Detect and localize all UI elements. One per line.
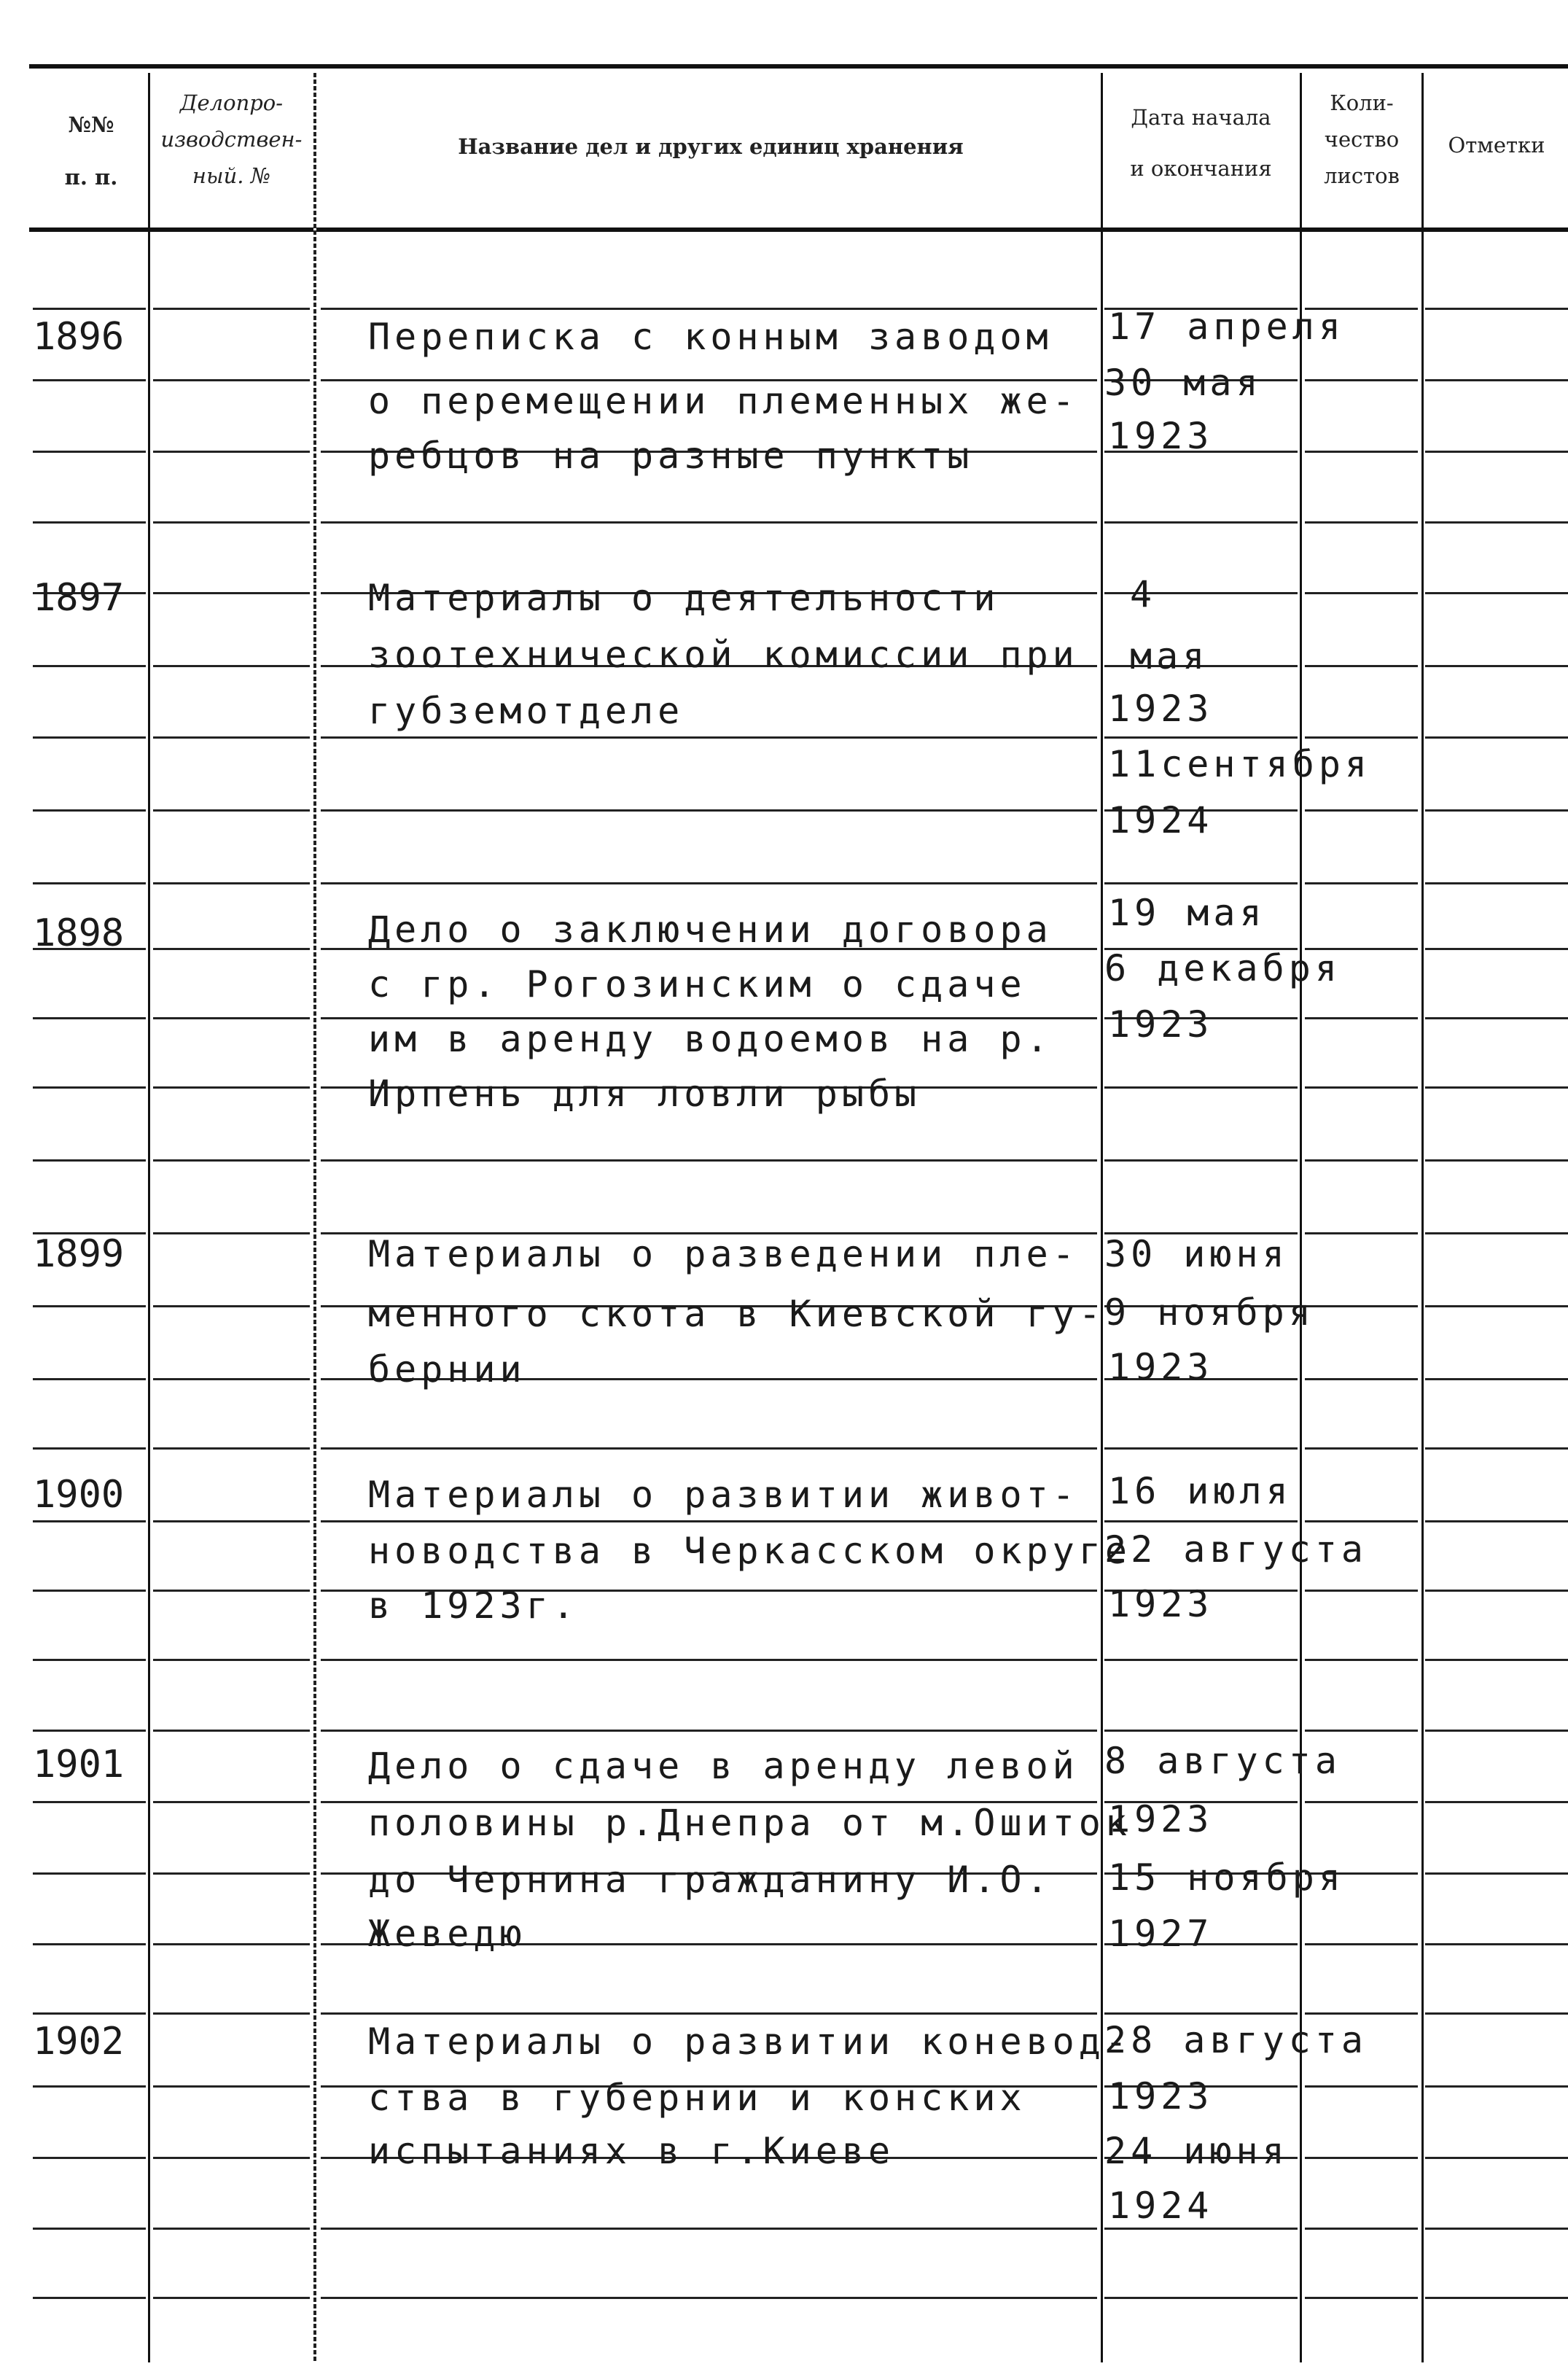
ruled-line — [1104, 1730, 1298, 1732]
row-number: 1902 — [33, 2020, 125, 2063]
column-divider-5 — [1421, 73, 1424, 2362]
ruled-line — [1425, 379, 1568, 381]
ruled-line — [153, 379, 310, 381]
row-title-line: с гр. Рогозинским о сдаче — [368, 963, 1026, 1005]
ruled-line — [1305, 736, 1418, 739]
ruled-line — [1425, 1872, 1568, 1875]
ruled-line — [33, 379, 146, 381]
ruled-line — [153, 809, 310, 812]
ruled-line — [1425, 2085, 1568, 2088]
row-title-line: новодства в Черкасском округе — [368, 1530, 1131, 1572]
ruled-line — [1425, 1590, 1568, 1592]
ruled-line — [33, 2157, 146, 2159]
ruled-line — [1104, 1520, 1298, 1522]
row-date-line: 30 июня — [1104, 1233, 1289, 1275]
row-number: 1898 — [33, 911, 125, 955]
ruled-line — [153, 1305, 310, 1307]
row-date-line: 1924 — [1108, 799, 1214, 841]
ruled-line — [153, 592, 310, 594]
ruled-line — [1425, 308, 1568, 310]
header-sheet-count: Коли- чество листов — [1324, 90, 1400, 188]
row-date-line: 1927 — [1108, 1913, 1214, 1955]
ruled-line — [1425, 2228, 1568, 2230]
row-title-line: губземотделе — [368, 690, 684, 732]
header-bottom-border — [29, 227, 1568, 232]
ruled-line — [33, 809, 146, 812]
row-date-line: 4 — [1130, 573, 1157, 615]
column-divider-2 — [313, 73, 316, 2362]
ruled-line — [33, 451, 146, 453]
ruled-line — [321, 1447, 1097, 1450]
row-date-line: 1923 — [1108, 2075, 1214, 2117]
row-date-line: 1923 — [1108, 1346, 1214, 1388]
ruled-line — [321, 521, 1097, 524]
ruled-line — [153, 1159, 310, 1162]
ruled-line — [321, 2012, 1097, 2015]
ruled-line — [1305, 1659, 1418, 1661]
ruled-line — [33, 2297, 146, 2299]
ruled-line — [153, 308, 310, 310]
row-date-line: 8 августа — [1104, 1740, 1341, 1782]
row-date-line: 1923 — [1108, 415, 1214, 457]
ruled-line — [1305, 882, 1418, 884]
ruled-line — [33, 1086, 146, 1089]
ruled-line — [1305, 379, 1418, 381]
ruled-line — [1425, 1378, 1568, 1380]
ruled-line — [33, 308, 146, 310]
ruled-line — [1305, 1159, 1418, 1162]
ruled-line — [1305, 1730, 1418, 1732]
row-number: 1900 — [33, 1473, 125, 1517]
ruled-line — [1305, 1086, 1418, 1089]
ruled-line — [321, 809, 1097, 812]
row-title-line: Ирпень для ловли рыбы — [368, 1073, 921, 1115]
ruled-line — [153, 1232, 310, 1234]
ruled-line — [1425, 2012, 1568, 2015]
ruled-line — [33, 665, 146, 667]
ruled-line — [153, 1590, 310, 1592]
row-title-line: бернии — [368, 1348, 526, 1390]
ruled-line — [1425, 1943, 1568, 1945]
ruled-line — [153, 2157, 310, 2159]
ruled-line — [153, 2012, 310, 2015]
ruled-line — [1425, 736, 1568, 739]
header-notes: Отметки — [1448, 133, 1545, 157]
ruled-line — [1305, 1590, 1418, 1592]
row-date-line: 1924 — [1108, 2185, 1214, 2227]
ruled-line — [33, 1305, 146, 1307]
row-date-line: 24 июня — [1104, 2130, 1289, 2172]
ruled-line — [1305, 665, 1418, 667]
row-number: 1896 — [33, 315, 125, 359]
ruled-line — [1305, 2297, 1418, 2299]
ruled-line — [1104, 1447, 1298, 1450]
ruled-line — [153, 1730, 310, 1732]
ruled-line — [153, 665, 310, 667]
ruled-line — [33, 1872, 146, 1875]
row-date-line: 1923 — [1108, 688, 1214, 730]
ruled-line — [321, 1730, 1097, 1732]
row-date-line: 1923 — [1108, 1583, 1214, 1625]
ruled-line — [321, 882, 1097, 884]
ruled-line — [1425, 665, 1568, 667]
ruled-line — [153, 1943, 310, 1945]
ruled-line — [153, 2297, 310, 2299]
ruled-line — [33, 1378, 146, 1380]
row-title-line: в 1923г. — [368, 1584, 579, 1627]
column-divider-1 — [148, 73, 150, 2362]
ruled-line — [33, 1159, 146, 1162]
ruled-line — [153, 521, 310, 524]
ruled-line — [153, 1378, 310, 1380]
row-title-line: испытаниях в г.Киеве — [368, 2130, 895, 2172]
ruled-line — [1425, 948, 1568, 950]
column-divider-3 — [1101, 73, 1103, 2362]
ruled-line — [321, 2297, 1097, 2299]
ruled-line — [1104, 736, 1298, 739]
ruled-line — [153, 1086, 310, 1089]
row-date-line: 9 ноября — [1104, 1291, 1315, 1334]
row-title-line: о перемещении племенных же- — [368, 380, 1079, 422]
ruled-line — [1104, 2012, 1298, 2015]
ruled-line — [153, 2228, 310, 2230]
ruled-line — [1104, 2297, 1298, 2299]
header-office-number: Делопро- изводствен- ный. № — [160, 90, 303, 188]
row-date-line: 30 мая — [1104, 362, 1263, 404]
ruled-line — [1104, 882, 1298, 884]
ruled-line — [1305, 1378, 1418, 1380]
ruled-line — [1305, 592, 1418, 594]
row-date-line: 15 ноября — [1108, 1856, 1345, 1899]
row-date-line: 19 мая — [1108, 892, 1266, 934]
ruled-line — [33, 1801, 146, 1803]
ruled-line — [1305, 1943, 1418, 1945]
row-title-line: им в аренду водоемов на р. — [368, 1018, 1053, 1060]
ruled-line — [1425, 1730, 1568, 1732]
row-number: 1897 — [33, 576, 125, 620]
ruled-line — [153, 2085, 310, 2088]
ruled-line — [33, 1943, 146, 1945]
header-number: №№ п. п. — [64, 112, 118, 190]
row-title-line: Материалы о развитии коневод- — [368, 2020, 1131, 2063]
ruled-line — [33, 882, 146, 884]
ruled-line — [33, 1730, 146, 1732]
row-title-line: ства в губернии и конских — [368, 2077, 1026, 2119]
ruled-line — [1305, 1017, 1418, 1019]
ruled-line — [1425, 592, 1568, 594]
ruled-line — [153, 1447, 310, 1450]
ruled-line — [1104, 2228, 1298, 2230]
row-number: 1901 — [33, 1743, 125, 1786]
ruled-line — [153, 948, 310, 950]
ruled-line — [1425, 882, 1568, 884]
header-dates: Дата начала и окончания — [1130, 105, 1272, 181]
ruled-line — [1104, 521, 1298, 524]
ruled-line — [1425, 1305, 1568, 1307]
row-number: 1899 — [33, 1232, 125, 1276]
ruled-line — [321, 736, 1097, 739]
row-date-line: 6 декабря — [1104, 947, 1341, 989]
ruled-line — [1305, 1447, 1418, 1450]
ruled-line — [33, 1590, 146, 1592]
table-top-border — [29, 64, 1568, 69]
ruled-line — [1425, 1017, 1568, 1019]
ruled-line — [33, 1447, 146, 1450]
ruled-line — [1425, 451, 1568, 453]
row-date-line: 17 апреля — [1108, 306, 1345, 348]
header-title: Название дел и других единиц хранения — [458, 134, 964, 159]
ruled-line — [33, 2228, 146, 2230]
ruled-line — [153, 736, 310, 739]
ruled-line — [1305, 2012, 1418, 2015]
row-date-line: 11сентября — [1108, 743, 1372, 785]
row-date-line: 22 августа — [1104, 1528, 1368, 1571]
ruled-line — [1305, 2228, 1418, 2230]
ruled-line — [1425, 521, 1568, 524]
ruled-line — [33, 1520, 146, 1522]
ruled-line — [1425, 1447, 1568, 1450]
row-title-line: Жеведю — [368, 1913, 526, 1955]
ruled-line — [153, 1659, 310, 1661]
row-date-line: 28 августа — [1104, 2019, 1368, 2061]
row-title-line: менного скота в Киевской гу- — [368, 1293, 1105, 1335]
ruled-line — [33, 2012, 146, 2015]
ruled-line — [1425, 1520, 1568, 1522]
row-title-line: Материалы о деятельности — [368, 577, 1000, 619]
ruled-line — [1425, 1159, 1568, 1162]
row-title-line: Материалы о разведении пле- — [368, 1233, 1079, 1275]
ruled-line — [1425, 2297, 1568, 2299]
row-title-line: до Чернина гражданину И.О. — [368, 1859, 1053, 1901]
ruled-line — [1425, 1086, 1568, 1089]
ruled-line — [153, 882, 310, 884]
ruled-line — [1305, 1520, 1418, 1522]
ruled-line — [1425, 1801, 1568, 1803]
ruled-line — [153, 1520, 310, 1522]
ruled-line — [1425, 2157, 1568, 2159]
ruled-line — [1305, 451, 1418, 453]
ruled-line — [153, 1801, 310, 1803]
ruled-line — [321, 2228, 1097, 2230]
ruled-line — [1305, 1232, 1418, 1234]
row-date-line: 1923 — [1108, 1798, 1214, 1840]
row-title-line: зоотехнической комиссии при — [368, 634, 1079, 676]
ruled-line — [33, 1659, 146, 1661]
ruled-line — [321, 1520, 1097, 1522]
ruled-line — [33, 521, 146, 524]
ruled-line — [153, 451, 310, 453]
ruled-line — [1104, 1159, 1298, 1162]
ruled-line — [1305, 2157, 1418, 2159]
ruled-line — [321, 1159, 1097, 1162]
ruled-line — [1305, 2085, 1418, 2088]
ruled-line — [1305, 809, 1418, 812]
row-date-line: мая — [1130, 635, 1209, 677]
ruled-line — [1425, 809, 1568, 812]
ruled-line — [1104, 1659, 1298, 1661]
ruled-line — [1425, 1659, 1568, 1661]
ruled-line — [33, 736, 146, 739]
ruled-line — [153, 1017, 310, 1019]
ruled-line — [33, 1017, 146, 1019]
ruled-line — [1305, 1305, 1418, 1307]
row-title-line: Дело о сдаче в аренду левой — [368, 1745, 1079, 1787]
ruled-line — [1425, 1232, 1568, 1234]
row-date-line: 1923 — [1108, 1003, 1214, 1046]
row-title-line: Дело о заключении договора — [368, 909, 1053, 951]
ruled-line — [1305, 521, 1418, 524]
ruled-line — [321, 308, 1097, 310]
row-title-line: ребцов на разные пункты — [368, 435, 974, 477]
ruled-line — [321, 1659, 1097, 1661]
row-title-line: Материалы о развитии живот- — [368, 1474, 1079, 1516]
ruled-line — [153, 1872, 310, 1875]
ruled-line — [33, 2085, 146, 2088]
ruled-line — [1305, 1801, 1418, 1803]
row-title-line: половины р.Днепра от м.Ошиток — [368, 1802, 1131, 1844]
ruled-line — [1104, 1086, 1298, 1089]
row-title-line: Переписка с конным заводом — [368, 316, 1053, 358]
row-date-line: 16 июля — [1108, 1470, 1292, 1512]
